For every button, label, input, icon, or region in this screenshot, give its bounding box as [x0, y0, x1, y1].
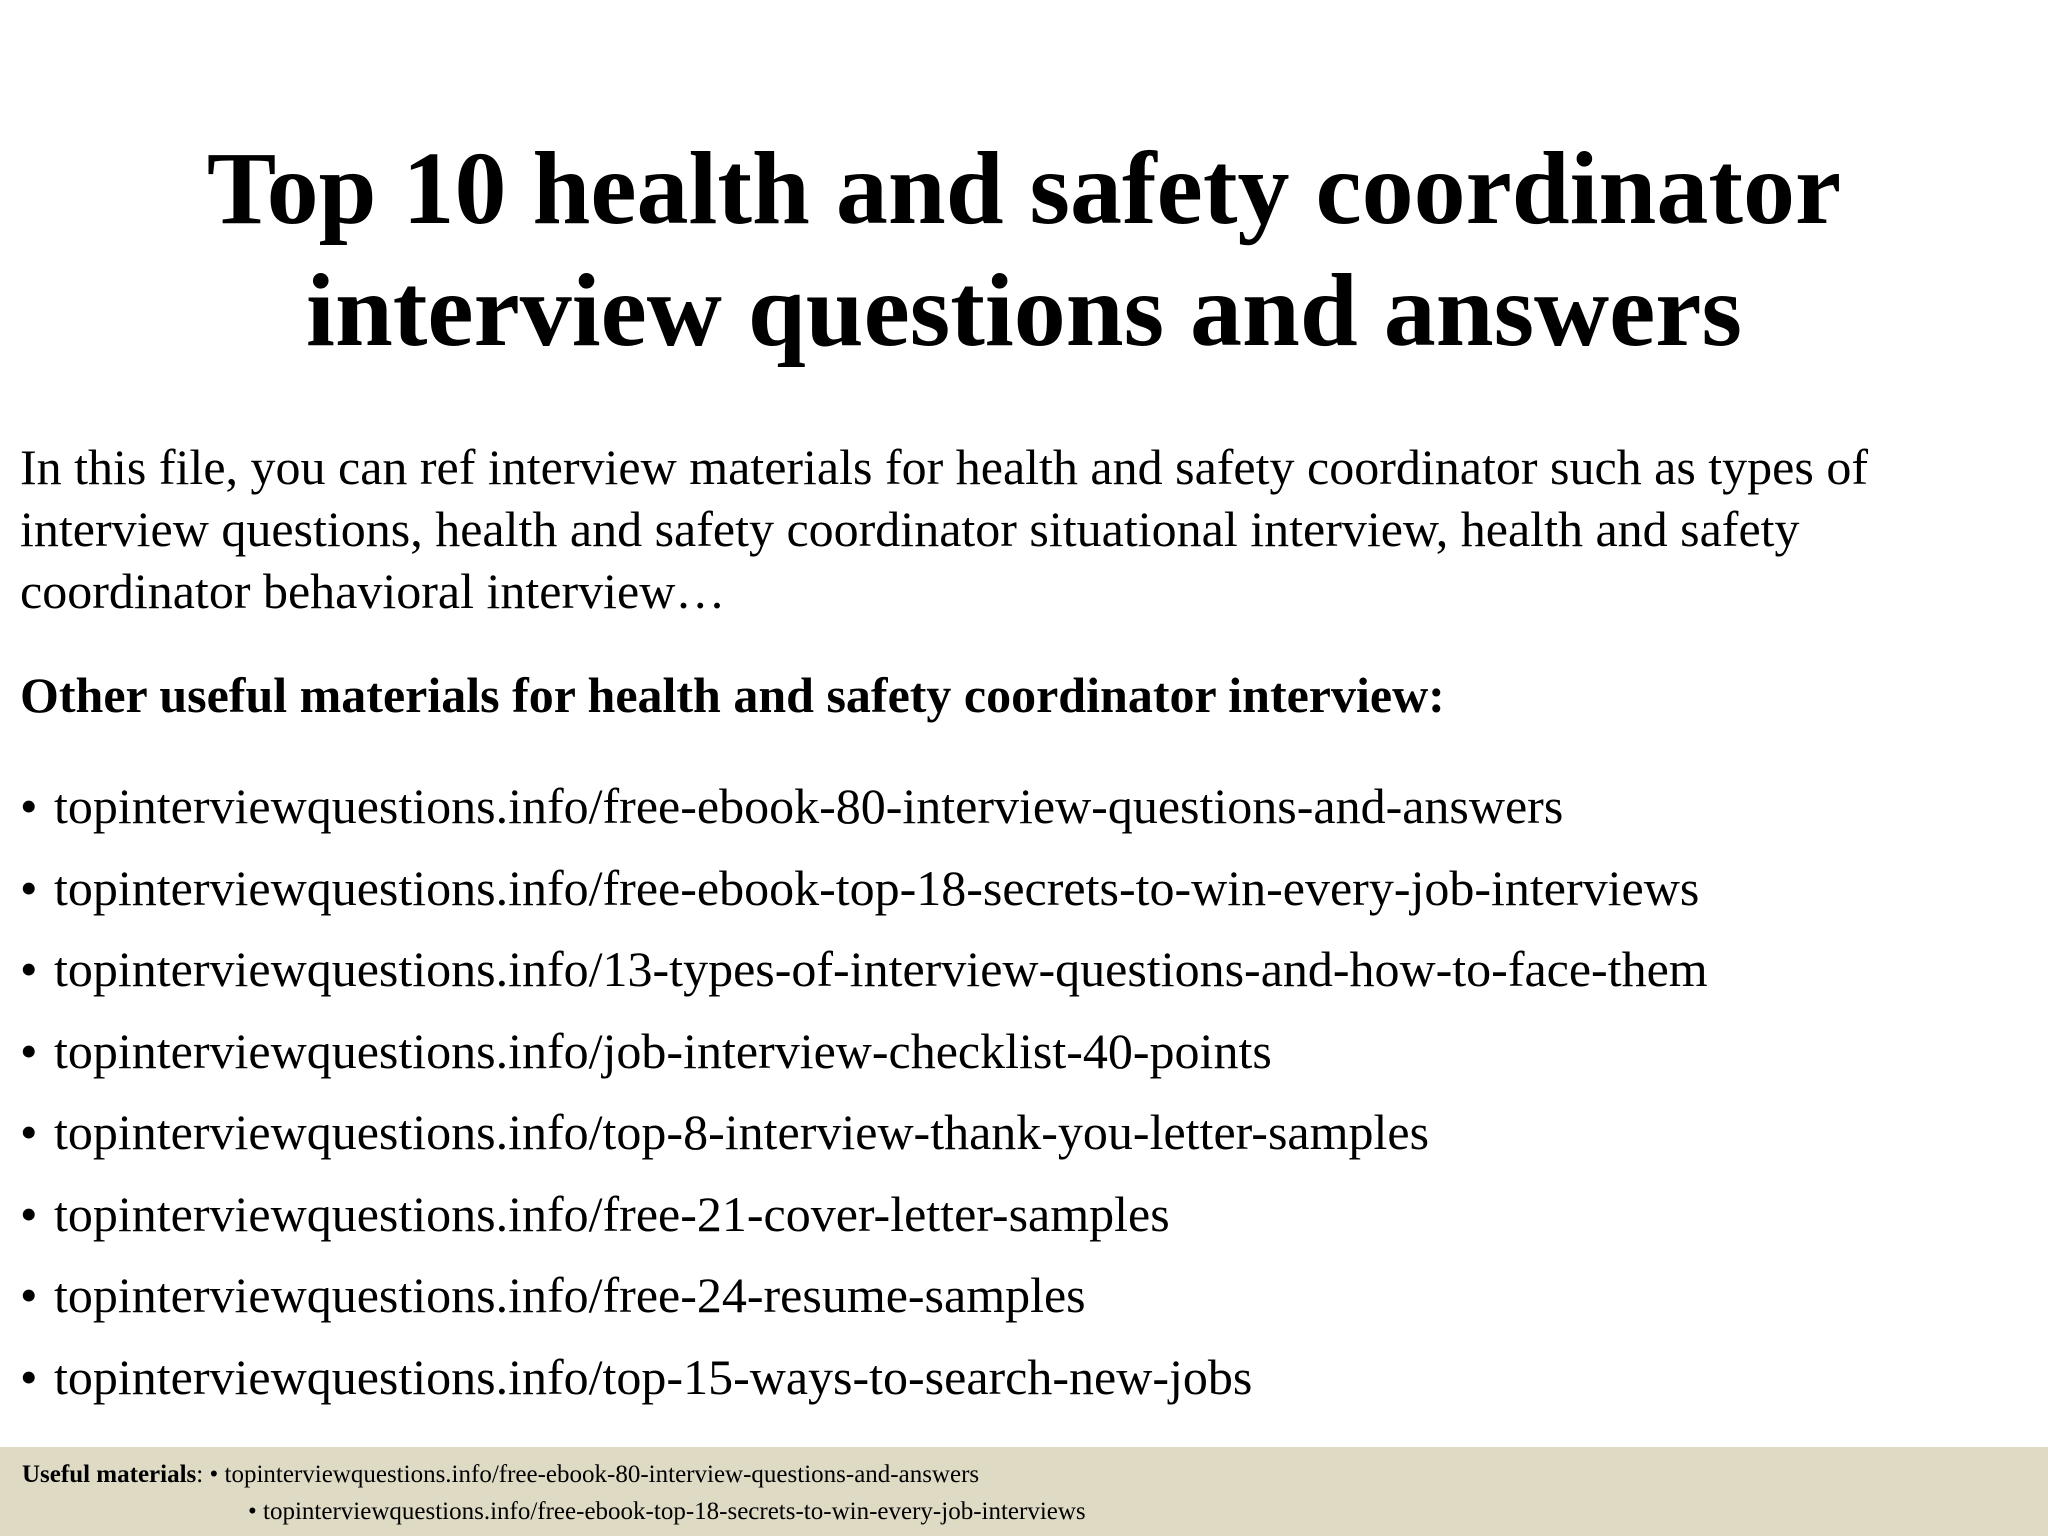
bullet-icon: • — [20, 1267, 38, 1323]
link-text[interactable]: topinterviewquestions.info/free-ebook-80-interview-questions-and-answers — [54, 778, 1564, 834]
footer-row-1 — [22, 1456, 2048, 1493]
materials-link-list — [20, 766, 2030, 1418]
materials-subheading: Other useful materials for health and safety coordinator interview: — [20, 667, 1445, 723]
list-item[interactable] — [20, 929, 2030, 1011]
link-text[interactable]: topinterviewquestions.info/free-24-resume-samples — [54, 1267, 1086, 1323]
list-item[interactable] — [20, 1255, 2030, 1337]
bullet-icon: • — [20, 941, 38, 997]
bullet-icon: • — [209, 1461, 219, 1488]
footer-label: Useful materials — [22, 1461, 197, 1488]
intro-paragraph: In this file, you can ref interview materials for health and safety coordinator such as types of interview questions, health and safety coordinator situational interview, health and safety coordinator behavioral interview… — [20, 439, 1868, 619]
title-line-2: interview questions and answers — [306, 253, 1742, 368]
link-text[interactable]: topinterviewquestions.info/free-ebook-top-18-secrets-to-win-every-job-interviews — [54, 859, 1700, 916]
title-line-1: Top 10 health and safety coordinator — [206, 131, 1842, 246]
bullet-icon: • — [248, 1498, 257, 1525]
list-item[interactable] — [20, 766, 2030, 848]
footer-link[interactable]: topinterviewquestions.info/free-ebook-80-interview-questions-and-answers — [224, 1461, 980, 1488]
list-item[interactable] — [20, 1092, 2030, 1174]
slide-title — [0, 128, 2048, 372]
bullet-icon: • — [20, 1022, 38, 1079]
bullet-icon: • — [20, 859, 38, 916]
bullet-icon: • — [20, 778, 38, 834]
footer-bar — [0, 1447, 2048, 1536]
list-item[interactable] — [20, 1174, 2030, 1256]
footer-link[interactable]: topinterviewquestions.info/free-ebook-top-18-secrets-to-win-every-job-interviews — [263, 1498, 1086, 1525]
list-item[interactable] — [20, 848, 2030, 930]
footer-separator: : — [196, 1461, 210, 1488]
link-text[interactable]: topinterviewquestions.info/top-15-ways-to-search-new-jobs — [54, 1348, 1253, 1405]
footer-row-2 — [22, 1493, 2048, 1530]
link-text[interactable]: topinterviewquestions.info/13-types-of-interview-questions-and-how-to-face-them — [54, 941, 1708, 997]
link-text[interactable]: topinterviewquestions.info/top-8-interview-thank-you-letter-samples — [54, 1104, 1430, 1160]
list-item[interactable] — [20, 1011, 2030, 1093]
link-text[interactable]: topinterviewquestions.info/free-21-cover-letter-samples — [54, 1185, 1170, 1242]
bullet-icon: • — [20, 1348, 38, 1405]
bullet-icon: • — [20, 1185, 38, 1242]
bullet-icon: • — [20, 1104, 38, 1160]
link-text[interactable]: topinterviewquestions.info/job-interview-checklist-40-points — [54, 1022, 1272, 1079]
list-item[interactable] — [20, 1337, 2030, 1419]
